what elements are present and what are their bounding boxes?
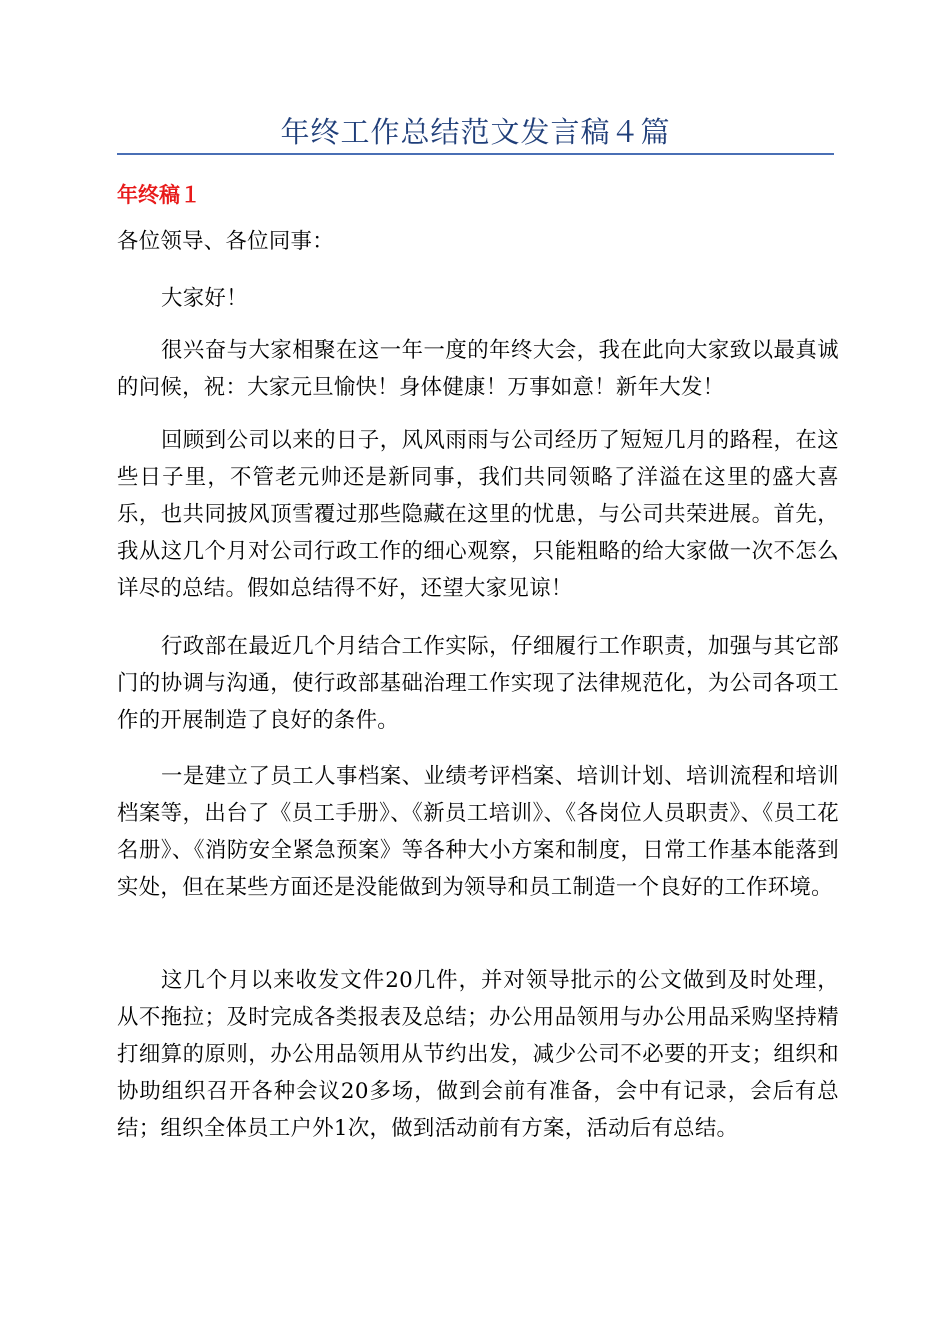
paragraph-document-handling: 这几个月以来收发文件20几件，并对领导批示的公文做到及时处理，从不拖拉；及时完成各类报表及总结；办公用品领用与办公用品采购坚持精打细算的原则，办公用品领用从节约出发，减少公司不必要的开支；组织和协助组织召开各种会议20多场，做到会前有准备，会中有记录，会后有总结；组织全体员工户外1次，做到活动前有方案，活动后有总结。 — [117, 968, 839, 1141]
section-heading: 年终稿１ — [117, 183, 201, 207]
document-title: 年终工作总结范文发言稿４篇 — [280, 115, 671, 149]
greeting-line: 各位领导、各位同事： — [117, 229, 334, 254]
paragraph-archives-and-rules: 一是建立了员工人事档案、业绩考评档案、培训计划、培训流程和培训档案等，出台了《员工手册》、《新员工培训》、《各岗位人员职责》、《员工花名册》、《消防安全紧急预案》等各种大小方案和制度，日常工作基本能落到实处，但在某些方面还是没能做到为领导和员工制造一个良好的工作环境。 — [117, 764, 839, 900]
paragraph-admin-department: 行政部在最近几个月结合工作实际，仔细履行工作职责，加强与其它部门的协调与沟通，使行政部基础治理工作实现了法律规范化，为公司各项工作的开展制造了良好的条件。 — [117, 634, 839, 733]
title-underline — [117, 153, 834, 155]
paragraph-opening-wishes: 很兴奋与大家相聚在这一年一度的年终大会，我在此向大家致以最真诚的问候，祝：大家元旦愉快！身体健康！万事如意！新年大发！ — [117, 338, 839, 400]
paragraph-review: 回顾到公司以来的日子，风风雨雨与公司经历了短短几月的路程，在这些日子里，不管老元帅还是新同事，我们共同领略了洋溢在这里的盛大喜乐，也共同披风顶雪覆过那些隐藏在这里的忧患，与公司共荣进展。首先，我从这几个月对公司行政工作的细心观察，只能粗略的给大家做一次不怎么详尽的总结。假如总结得不好，还望大家见谅！ — [117, 428, 839, 601]
salutation-line: 大家好！ — [161, 286, 248, 311]
